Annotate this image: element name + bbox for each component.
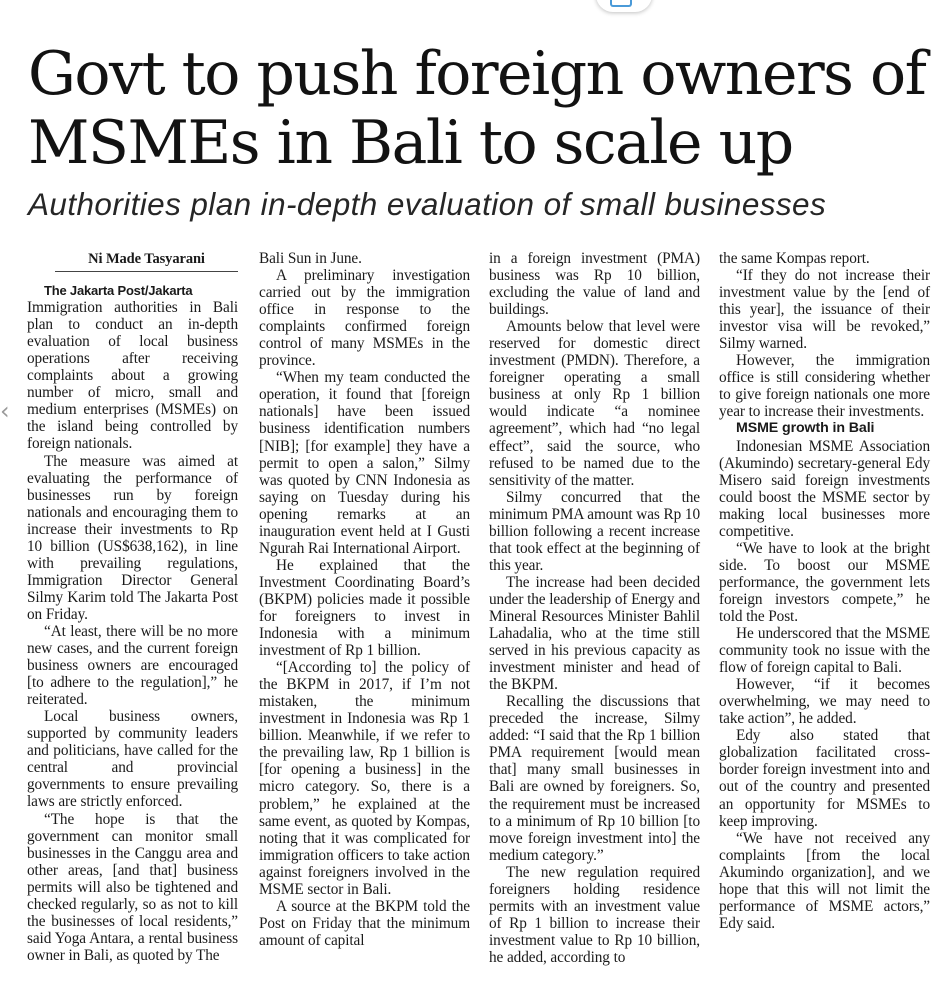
paragraph: “If they do not increase their investment value by the [end of this year], the issuance of their investor visa will be revoked,” Silmy warned. bbox=[719, 267, 930, 353]
paragraph: A preliminary investigation carried out by the immigration office in response to the complaints confirmed foreign control of many MSMEs in the province. bbox=[259, 267, 470, 370]
expand-icon bbox=[610, 0, 632, 7]
paragraph: Edy also stated that globalization facilitated cross-border foreign investment into and out of the country and presented an opportunity for MSMEs to keep improving. bbox=[719, 727, 930, 830]
article-subheadline: Authorities plan in-depth evaluation of small businesses bbox=[28, 186, 827, 222]
paragraph: Recalling the discussions that preceded the increase, Silmy added: “I said that the Rp 1 billion PMA requirement [would mean that] many small businesses in Bali are owned by foreigners. So, the requirement must be increased to a minimum of Rp 10 billion [to move foreign investment into] the medium category.” bbox=[489, 693, 700, 864]
paragraph: the same Kompas report. bbox=[719, 250, 870, 267]
paragraph: “[According to] the policy of the BKPM in 2017, if I’m not mistaken, the minimum investment in Indonesia was Rp 1 billion. Meanwhile, if we refer to the prevailing law, Rp 1 billion is [for opening a business] in the micro category. So, there is a problem,” he explained at the same event, as quoted by Kompas, noting that it was complicated for immigration officers to take action against foreigners involved in the MSME sector in Bali. bbox=[259, 659, 470, 898]
paragraph: “The hope is that the government can monitor small businesses in the Canggu area and other areas, [and that] business permits will also be tightened and checked regularly, so as not to kill the businesses of local residents,” said Yoga Antara, a rental business owner in Bali, as quoted by The bbox=[27, 810, 238, 964]
article-column-1 bbox=[27, 250, 238, 964]
paragraph: He underscored that the MSME community took no issue with the flow of foreign capital to Bali. bbox=[719, 625, 930, 677]
paragraph: However, “if it becomes overwhelming, we may need to take action”, he added. bbox=[719, 676, 930, 728]
paragraph: Silmy concurred that the minimum PMA amount was Rp 10 billion following a recent increase that took effect at the beginning of this year. bbox=[489, 488, 700, 574]
byline: Ni Made Tasyarani bbox=[55, 250, 238, 272]
paragraph: “When my team conducted the operation, it found that [foreign nationals] have been issued business identification numbers [NIB]; [for example] they have a permit to open a salon,” Silmy was quoted by CNN Indonesia as saying on Tuesday during his opening remarks at an inauguration event held at I Gusti Ngurah Rai International Airport. bbox=[259, 369, 470, 557]
paragraph: The measure was aimed at evaluating the performance of businesses run by foreign nationals and encouraging them to increase their investments to Rp 10 billion (US$638,162), in line with prevailing regulations, Immigration Director General Silmy Karim told The Jakarta Post on Friday. bbox=[27, 452, 238, 623]
paragraph: The new regulation required foreigners holding residence permits with an investment value of Rp 1 billion to increase their investment value to Rp 10 billion, he added, according to bbox=[489, 863, 700, 966]
paragraph: Indonesian MSME Association (Akumindo) secretary-general Edy Misero said foreign investments could boost the MSME sector by making local businesses more competitive. bbox=[719, 437, 930, 540]
paragraph: “At least, there will be no more new cases, and the current foreign business owners are encouraged [to adhere to the regulation],” he reiterated. bbox=[27, 622, 238, 709]
paragraph: A source at the BKPM told the Post on Friday that the minimum amount of capital bbox=[259, 897, 470, 949]
section-heading: MSME growth in Bali bbox=[736, 420, 875, 437]
paragraph: in a foreign investment (PMA) business was Rp 10 billion, excluding the value of land and buildings. bbox=[489, 250, 700, 319]
article-column-4 bbox=[719, 250, 930, 932]
paragraph: Immigration authorities in Bali plan to conduct an in-depth evaluation of local business operations after receiving complaints about a growing number of micro, small and medium enterprises (MSMEs) on the island being controlled by foreign nationals. bbox=[27, 299, 238, 453]
paragraph: Amounts below that level were reserved for domestic direct investment (PMDN). Therefore, a foreigner operating a small business at only Rp 1 billion would indicate “a nominee agreement”, which had “no legal effect”, said the source, who refused to be named due to the sensitivity of the matter. bbox=[489, 318, 700, 489]
article-column-3 bbox=[489, 250, 700, 966]
paragraph: However, the immigration office is still considering whether to give foreign nationals one more year to increase their investments. bbox=[719, 352, 930, 421]
article-column-2 bbox=[259, 250, 470, 949]
article-headline: Govt to push foreign owners of MSMEs in Bali to scale up bbox=[28, 39, 926, 179]
chevron-left-icon[interactable]: ‹ bbox=[0, 397, 10, 425]
dateline-source: The Jakarta Post/Jakarta bbox=[44, 283, 193, 299]
paragraph: Bali Sun in June. bbox=[259, 250, 362, 267]
expand-handle[interactable] bbox=[596, 0, 652, 12]
paragraph: The increase had been decided under the leadership of Energy and Mineral Resources Minister Bahlil Lahadalia, who at the time still served in his previous capacity as investment minister and head of the BKPM. bbox=[489, 573, 700, 694]
paragraph: He explained that the Investment Coordinating Board’s (BKPM) policies made it possible for foreigners to invest in Indonesia with a minimum investment of Rp 1 billion. bbox=[259, 556, 470, 660]
paragraph: “We have not received any complaints [from the local Akumindo organization], and we hope that this will not limit the performance of MSME actors,” Edy said. bbox=[719, 829, 930, 932]
paragraph: Local business owners, supported by community leaders and politicians, have called for the central and provincial governments to ensure prevailing laws are strictly enforced. bbox=[27, 708, 238, 811]
paragraph: “We have to look at the bright side. To boost our MSME performance, the government lets foreign investors compete,” he told the Post. bbox=[719, 539, 930, 625]
